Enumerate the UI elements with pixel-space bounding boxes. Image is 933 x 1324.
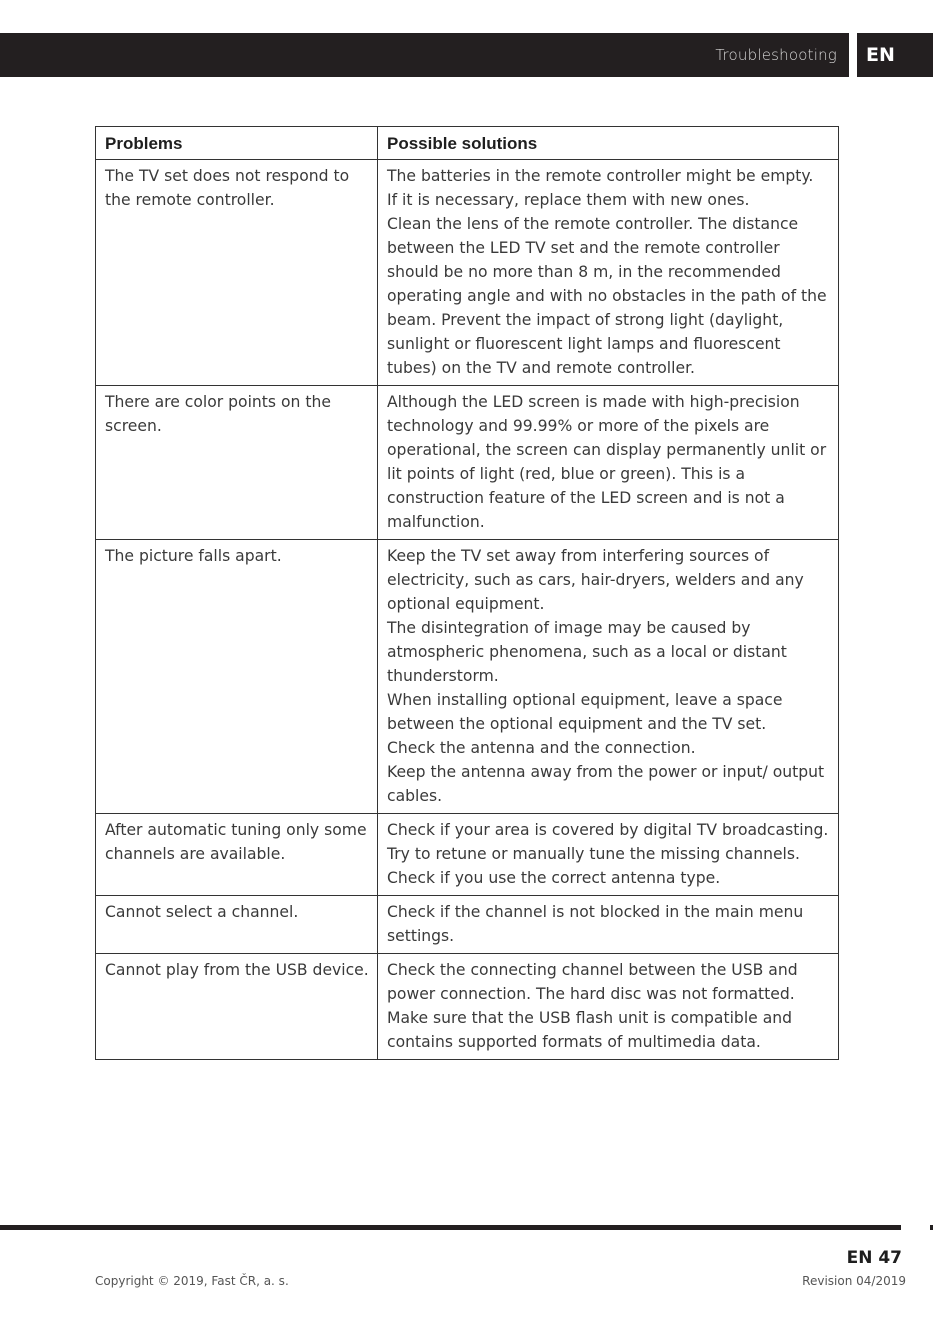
table-row <box>96 954 839 1060</box>
table-row <box>96 160 839 386</box>
problem-cell: Cannot select a channel. <box>96 896 378 954</box>
solution-paragraph: Check if you use the correct antenna type. <box>387 869 721 887</box>
solution-paragraph: If it is necessary, replace them with new ones. <box>387 191 750 209</box>
problem-cell: There are color points on the screen. <box>96 386 378 540</box>
solution-paragraph: Check if the channel is not blocked in the main menu settings. <box>387 903 804 945</box>
column-header-problems: Problems <box>96 127 378 160</box>
solution-paragraph: Make sure that the USB flash unit is compatible and contains supported formats of multimedia data. <box>387 1009 793 1051</box>
solution-cell <box>378 896 839 954</box>
problem-cell: After automatic tuning only some channels are available. <box>96 814 378 896</box>
solution-cell <box>378 954 839 1060</box>
solution-paragraph: When installing optional equipment, leave a space between the optional equipment and the TV set. <box>387 691 783 733</box>
solution-paragraph: The disintegration of image may be caused by atmospheric phenomena, such as a local or distant thunderstorm. <box>387 619 787 685</box>
section-title: Troubleshooting <box>715 46 837 64</box>
problem-cell: The picture falls apart. <box>96 540 378 814</box>
copyright-text: Copyright © 2019, Fast ČR, a. s. <box>95 1274 289 1288</box>
solution-paragraph: Check the antenna and the connection. <box>387 739 696 757</box>
solution-paragraph: Keep the antenna away from the power or input/ output cables. <box>387 763 825 805</box>
solution-cell <box>378 814 839 896</box>
table-row <box>96 540 839 814</box>
table-body <box>96 160 839 1060</box>
language-badge: EN <box>857 33 933 77</box>
page-number: EN 47 <box>846 1248 902 1268</box>
table-row <box>96 386 839 540</box>
footer-rule <box>0 1225 901 1230</box>
solution-paragraph: Keep the TV set away from interfering sources of electricity, such as cars, hair-dryers, welders and any optional equipment. <box>387 547 804 613</box>
table-header-row <box>96 127 839 160</box>
solution-paragraph: Although the LED screen is made with high-precision technology and 99.99% or more of the pixels are operational, the screen can display permanently unlit or lit points of light (red, blue or green). This is a construction feature of the LED screen and is not a malfunction. <box>387 393 827 531</box>
troubleshooting-table <box>95 126 839 1060</box>
header-bar <box>0 33 849 77</box>
column-header-solutions: Possible solutions <box>378 127 839 160</box>
solution-paragraph: Clean the lens of the remote controller. The distance between the LED TV set and the remote controller should be no more than 8 m, in the recommended operating angle and with no obstacles in the path of the beam. Prevent the impact of strong light (daylight, sunlight or fluorescent light lamps and fluorescent tubes) on the TV and remote controller. <box>387 215 827 377</box>
solution-cell <box>378 540 839 814</box>
solution-cell <box>378 386 839 540</box>
table-row <box>96 814 839 896</box>
solution-paragraph: Check the connecting channel between the USB and power connection. The hard disc was not formatted. <box>387 961 798 1003</box>
problem-cell: The TV set does not respond to the remote controller. <box>96 160 378 386</box>
table-row <box>96 896 839 954</box>
problem-cell: Cannot play from the USB device. <box>96 954 378 1060</box>
revision-text: Revision 04/2019 <box>802 1274 906 1288</box>
solution-paragraph: Check if your area is covered by digital TV broadcasting. Try to retune or manually tune the missing channels. <box>387 821 829 863</box>
solution-paragraph: The batteries in the remote controller might be empty. <box>387 167 814 185</box>
solution-cell <box>378 160 839 386</box>
